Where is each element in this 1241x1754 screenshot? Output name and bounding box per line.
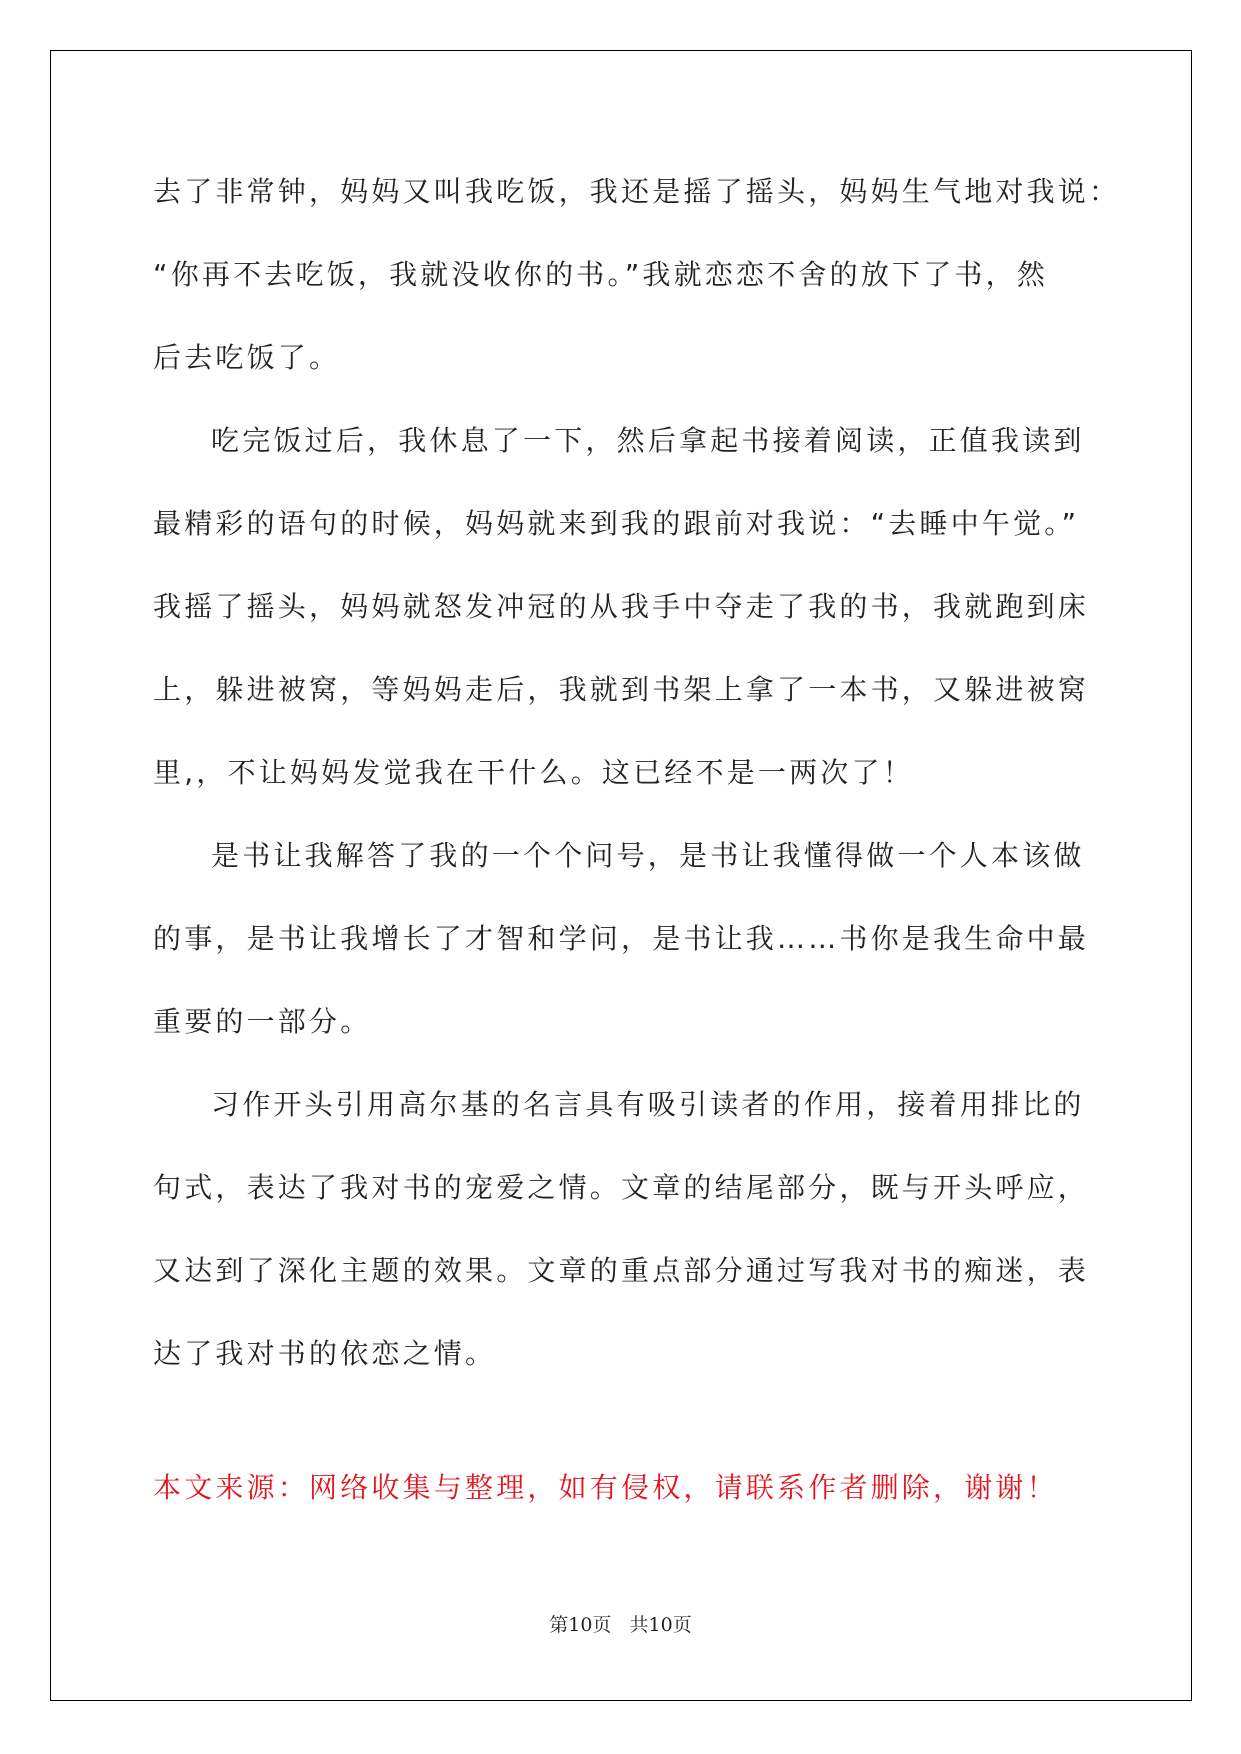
paragraph-line: 最精彩的语句的时候，妈妈就来到我的跟前对我说：“去睡中午觉。”: [153, 507, 1080, 540]
paragraph-line: 上，躲进被窝，等妈妈走后，我就到书架上拿了一本书，又躲进被窝: [153, 673, 1090, 706]
paragraph-line: 习作开头引用高尔基的名言具有吸引读者的作用，接着用排比的: [211, 1088, 1085, 1121]
paragraph-line: “你再不去吃饭，我就没收你的书。”我就恋恋不舍的放下了书，然: [153, 258, 1049, 291]
paragraph-line: 我摇了摇头，妈妈就怒发冲冠的从我手中夺走了我的书，我就跑到床: [153, 590, 1090, 623]
paragraph-line: 的事，是书让我增长了才智和学问，是书让我……书你是我生命中最: [153, 922, 1090, 955]
paragraph-line: 又达到了深化主题的效果。文章的重点部分通过写我对书的痴迷，表: [153, 1254, 1090, 1287]
paragraph-line: 吃完饭过后，我休息了一下，然后拿起书接着阅读，正值我读到: [211, 424, 1085, 457]
source-note: 本文来源：网络收集与整理，如有侵权，请联系作者删除，谢谢！: [153, 1471, 1058, 1504]
page-footer: 第10页 共10页: [549, 1614, 692, 1636]
paragraph-line: 后去吃饭了。: [153, 341, 341, 374]
paragraph-line: 重要的一部分。: [153, 1005, 372, 1038]
paragraph-line: 里,，不让妈妈发觉我在干什么。这已经不是一两次了！: [153, 756, 914, 789]
paragraph-line: 达了我对书的依恋之情。: [153, 1337, 497, 1370]
paragraph-line: 句式，表达了我对书的宠爱之情。文章的结尾部分，既与开头呼应，: [153, 1171, 1090, 1204]
paragraph-line: 是书让我解答了我的一个个问号，是书让我懂得做一个人本该做: [211, 839, 1085, 872]
paragraph-line: 去了非常钟，妈妈又叫我吃饭，我还是摇了摇头，妈妈生气地对我说：: [153, 175, 1121, 208]
